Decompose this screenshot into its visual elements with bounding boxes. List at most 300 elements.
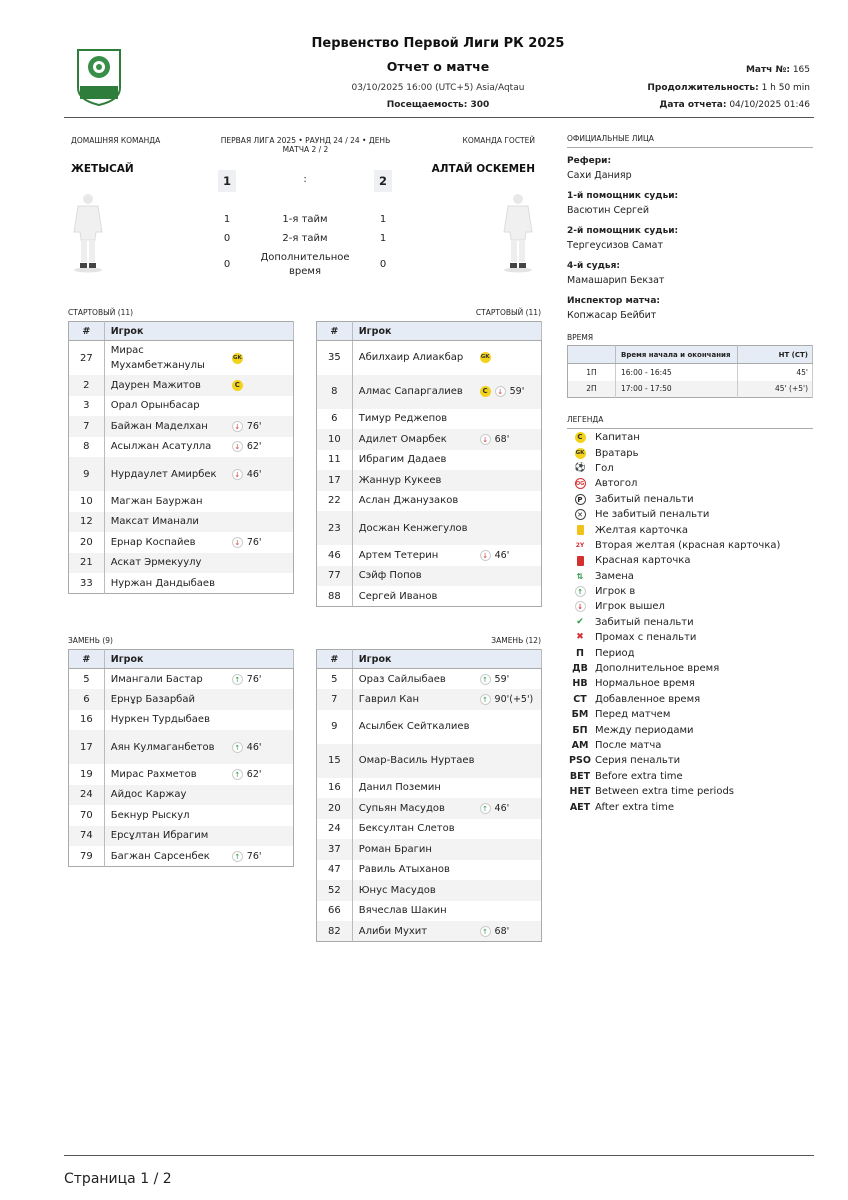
player-events bbox=[480, 470, 542, 491]
player-name: Сэйф Попов bbox=[352, 566, 479, 587]
player-name: Роман Брагин bbox=[352, 839, 479, 860]
official-role: 2-й помощник судьи: bbox=[567, 226, 679, 236]
away-score: 2 bbox=[374, 170, 392, 192]
player-row bbox=[69, 573, 294, 594]
player-number: 16 bbox=[317, 778, 353, 799]
legend-label: After extra time bbox=[595, 801, 675, 813]
player-name: Магжан Бауржан bbox=[110, 495, 203, 507]
event-minute: 59' bbox=[509, 386, 525, 397]
player-name: Ернұр Базарбай bbox=[104, 689, 232, 710]
home-start-caption: СТАРТОВЫЙ (11) bbox=[68, 308, 134, 317]
event-minute: 68' bbox=[494, 433, 510, 445]
legend-label: Период bbox=[595, 647, 635, 659]
legend-label: Нормальное время bbox=[595, 678, 695, 690]
legend-symbol: НВ bbox=[572, 678, 588, 690]
legend-label: Дополнительное время bbox=[595, 663, 720, 675]
legend-item bbox=[569, 769, 780, 784]
event-minute: 46' bbox=[246, 741, 262, 753]
player-number: 20 bbox=[317, 798, 353, 819]
event-minute: 76' bbox=[246, 536, 262, 548]
player-row bbox=[317, 470, 542, 491]
officials-divider bbox=[567, 147, 813, 148]
period-home-1: 1 bbox=[223, 214, 231, 225]
player-number: 79 bbox=[69, 846, 105, 867]
player-name: Нурдаулет Амирбек bbox=[104, 457, 232, 491]
player-name: Бекнур Рыскул bbox=[110, 809, 190, 821]
legend-symbol: ДВ bbox=[572, 663, 588, 675]
player-events bbox=[480, 511, 542, 545]
goalkeeper-icon: GK bbox=[480, 352, 491, 363]
player-name: Тимур Реджепов bbox=[358, 413, 448, 425]
report-title: Первенство Первой Лиги РК 2025 bbox=[311, 36, 565, 51]
time-range: 16:00 - 16:45 bbox=[616, 364, 738, 381]
legend-label: Перед матчем bbox=[595, 709, 671, 721]
player-row bbox=[317, 744, 542, 778]
player-events bbox=[480, 491, 542, 512]
legend-item bbox=[569, 676, 780, 691]
player-number: 23 bbox=[317, 511, 353, 545]
player-name: Орал Орынбасар bbox=[110, 400, 200, 412]
legend-item bbox=[569, 599, 780, 614]
time-period: 1П bbox=[568, 364, 616, 381]
player-in-icon: ↑ bbox=[232, 742, 243, 753]
in-icon: ↑ bbox=[575, 586, 586, 597]
player-name: Байжан Маделхан bbox=[104, 416, 232, 437]
player-row bbox=[317, 798, 542, 819]
header-divider bbox=[64, 117, 814, 118]
player-number: 24 bbox=[317, 819, 353, 840]
legend-label: Гол bbox=[595, 462, 614, 474]
player-row bbox=[69, 437, 294, 458]
player-number: 33 bbox=[69, 573, 105, 594]
player-events bbox=[232, 416, 294, 437]
player-name: Абилхаир Алиакбар bbox=[358, 352, 464, 364]
legend-label: Красная карточка bbox=[595, 555, 691, 567]
player-row bbox=[69, 689, 294, 710]
player-number: 10 bbox=[317, 429, 353, 450]
player-number: 19 bbox=[69, 764, 105, 785]
player-number: 17 bbox=[317, 470, 353, 491]
player-events bbox=[232, 532, 294, 553]
player-number: 24 bbox=[69, 785, 105, 806]
player-row bbox=[69, 375, 294, 396]
official-role: 1-й помощник судьи: bbox=[567, 191, 679, 201]
player-name: Артем Тетерин bbox=[358, 549, 439, 561]
player-row bbox=[69, 846, 294, 867]
official-role: Инспектор матча: bbox=[567, 296, 660, 306]
player-row bbox=[69, 416, 294, 437]
player-name: Сергей Иванов bbox=[358, 590, 438, 602]
player-number: 22 bbox=[317, 491, 353, 512]
player-number: 27 bbox=[69, 341, 105, 376]
event-minute: 90'(+5') bbox=[494, 693, 534, 705]
player-row bbox=[69, 553, 294, 574]
event-minute: 76' bbox=[246, 673, 262, 685]
player-events bbox=[232, 846, 294, 867]
legend-item bbox=[569, 492, 780, 507]
player-name: Алмас Сапаргалиев bbox=[352, 375, 479, 409]
period-home-et: 0 bbox=[223, 259, 231, 270]
period-label-2: 2-я тайм bbox=[282, 233, 328, 244]
player-row bbox=[69, 826, 294, 847]
match-number: Матч №: 165 bbox=[745, 65, 810, 75]
player-events bbox=[232, 805, 294, 826]
time-caption: ВРЕМЯ bbox=[567, 333, 594, 342]
legend-symbol bbox=[569, 571, 591, 582]
player-row bbox=[317, 429, 542, 450]
legend-label: Автогол bbox=[595, 478, 638, 490]
c-icon: C bbox=[575, 432, 586, 443]
player-row bbox=[69, 764, 294, 785]
player-number: 10 bbox=[69, 491, 105, 512]
player-events bbox=[480, 375, 542, 409]
legend-symbol bbox=[569, 556, 591, 566]
player-events bbox=[480, 778, 542, 799]
col-player-header: Игрок bbox=[352, 650, 541, 669]
legend-item bbox=[569, 569, 780, 584]
player-row bbox=[317, 860, 542, 881]
legend-symbol: PSO bbox=[569, 755, 591, 767]
player-name: Супьян Масудов bbox=[352, 798, 479, 819]
player-events bbox=[232, 553, 294, 574]
player-events bbox=[480, 566, 542, 587]
legend-symbol bbox=[569, 478, 591, 489]
ball-icon: ⚽ bbox=[574, 462, 586, 473]
player-row bbox=[317, 710, 542, 744]
player-row bbox=[69, 710, 294, 731]
home-caption: ДОМАШНЯЯ КОМАНДА bbox=[71, 136, 161, 145]
player-name: Жаннур Кукеев bbox=[352, 470, 479, 491]
player-events bbox=[480, 450, 542, 471]
legend-symbol: HET bbox=[569, 786, 591, 798]
col-number-header: # bbox=[69, 650, 105, 669]
legend-item bbox=[569, 799, 780, 814]
legend-label: После матча bbox=[595, 740, 662, 751]
official-name: Тергеусизов Самат bbox=[567, 240, 663, 251]
legend-label: Забитый пенальти bbox=[595, 493, 694, 505]
player-events bbox=[232, 375, 294, 396]
player-number: 52 bbox=[317, 880, 353, 901]
round-info: ПЕРВАЯ ЛИГА 2025 • РАУНД 24 / 24 • ДЕНЬ МАТЧА 2 / 2 bbox=[220, 136, 391, 154]
col-player-header: Игрок bbox=[104, 650, 293, 669]
legend-symbol bbox=[569, 601, 591, 612]
player-row bbox=[317, 778, 542, 799]
time-col-ht: НТ (СТ) bbox=[738, 346, 813, 364]
player-out-icon: ↓ bbox=[480, 550, 491, 561]
player-in-icon: ↑ bbox=[232, 674, 243, 685]
player-name: Асылбек Сейткалиев bbox=[358, 721, 470, 732]
footer-divider bbox=[64, 1155, 814, 1156]
player-in-icon: ↑ bbox=[480, 694, 491, 705]
legend-item bbox=[569, 553, 780, 568]
home-subs-caption: ЗАМЕНЬ (9) bbox=[68, 636, 113, 645]
player-events bbox=[480, 901, 542, 922]
red-icon bbox=[577, 556, 584, 566]
legend-symbol bbox=[569, 509, 591, 520]
legend-label: Не забитый пенальти bbox=[595, 509, 710, 521]
official-role: Рефери: bbox=[567, 156, 612, 166]
time-range: 17:00 - 17:50 bbox=[616, 381, 738, 398]
player-events bbox=[232, 689, 294, 710]
legend-label: Добавленное время bbox=[595, 693, 701, 705]
legend-label: Желтая карточка bbox=[595, 524, 688, 536]
player-events bbox=[232, 396, 294, 417]
page-number: Страница 1 / 2 bbox=[64, 1171, 172, 1187]
player-name: Имангали Бастар bbox=[110, 673, 203, 685]
player-events bbox=[480, 880, 542, 901]
player-name: Максат Иманали bbox=[104, 512, 232, 533]
player-name: Равиль Атыханов bbox=[358, 864, 450, 876]
player-events bbox=[480, 669, 542, 690]
goalkeeper-icon: GK bbox=[232, 353, 243, 364]
player-events bbox=[232, 730, 294, 764]
official-name: Копжасар Бейбит bbox=[567, 310, 657, 321]
home-score: 1 bbox=[218, 170, 236, 192]
legend-symbol bbox=[569, 540, 591, 551]
player-row bbox=[69, 457, 294, 491]
player-row bbox=[317, 511, 542, 545]
player-number: 47 bbox=[317, 860, 353, 881]
player-in-icon: ↑ bbox=[480, 926, 491, 937]
event-minute: 46' bbox=[494, 549, 510, 561]
player-name: Аян Кулмаганбетов bbox=[104, 730, 232, 764]
player-in-icon: ↑ bbox=[480, 803, 491, 814]
player-number: 6 bbox=[317, 409, 353, 430]
player-row bbox=[69, 396, 294, 417]
legend-symbol bbox=[569, 525, 591, 535]
legend-symbol bbox=[569, 463, 591, 474]
pen-icon: P bbox=[575, 494, 586, 505]
player-row bbox=[69, 512, 294, 533]
player-number: 15 bbox=[317, 744, 353, 778]
player-number: 6 bbox=[69, 689, 105, 710]
official-name: Васютин Сергей bbox=[567, 205, 650, 216]
player-row bbox=[69, 491, 294, 512]
legend-item bbox=[569, 476, 780, 491]
player-number: 46 bbox=[317, 545, 353, 566]
time-col-period bbox=[568, 346, 616, 364]
time-period: 2П bbox=[568, 381, 616, 398]
legend-label: Капитан bbox=[595, 432, 640, 444]
legend-symbol bbox=[569, 617, 591, 628]
player-number: 8 bbox=[69, 437, 105, 458]
player-events bbox=[480, 429, 542, 450]
player-number: 82 bbox=[317, 921, 353, 942]
player-events bbox=[480, 921, 542, 942]
away-start-caption: СТАРТОВЫЙ (11) bbox=[475, 308, 541, 317]
captain-icon: C bbox=[232, 380, 243, 391]
player-row bbox=[69, 805, 294, 826]
legend-symbol: АМ bbox=[571, 740, 589, 751]
legend-symbol bbox=[569, 432, 591, 443]
legend-symbol: БП bbox=[572, 724, 588, 736]
period-away-et: 0 bbox=[379, 259, 387, 270]
event-minute: 76' bbox=[246, 420, 262, 432]
home-kit-icon bbox=[68, 192, 108, 274]
event-minute: 68' bbox=[494, 925, 510, 937]
player-number: 16 bbox=[69, 710, 105, 731]
event-minute: 76' bbox=[246, 850, 262, 862]
cross-icon: ✖ bbox=[576, 632, 584, 643]
player-events bbox=[480, 860, 542, 881]
player-name: Досжан Кенжегулов bbox=[352, 511, 479, 545]
event-minute: 46' bbox=[494, 802, 510, 814]
player-number: 8 bbox=[317, 375, 353, 409]
player-events bbox=[232, 573, 294, 594]
player-number: 21 bbox=[69, 553, 105, 574]
captain-icon: C bbox=[480, 386, 491, 397]
player-number: 7 bbox=[317, 689, 353, 710]
period-label-et: Дополнительное время bbox=[260, 252, 350, 277]
match-duration: Продолжительность: 1 h 50 min bbox=[647, 82, 810, 93]
player-name: Данил Поземин bbox=[358, 782, 441, 794]
player-row bbox=[317, 375, 542, 409]
time-table bbox=[567, 345, 813, 398]
player-name: Аскат Эрмекуулу bbox=[104, 553, 232, 574]
player-events bbox=[232, 341, 294, 376]
player-name: Асылжан Асатулла bbox=[110, 441, 212, 453]
player-name: Нуржан Дандыбаев bbox=[110, 577, 215, 589]
legend-item bbox=[569, 461, 780, 476]
officials-caption: ОФИЦИАЛЬНЫЕ ЛИЦА bbox=[567, 134, 654, 143]
player-events bbox=[480, 710, 542, 744]
official-role: 4-й судья: bbox=[567, 261, 620, 271]
player-name: Даурен Мажитов bbox=[104, 375, 232, 396]
player-name: Адилет Омарбек bbox=[352, 429, 479, 450]
player-name: Бексултан Слетов bbox=[358, 823, 455, 835]
legend-item bbox=[569, 507, 780, 522]
player-row bbox=[69, 730, 294, 764]
player-events bbox=[232, 512, 294, 533]
legend-item bbox=[569, 522, 780, 537]
legend-label: Вторая желтая (красная карточка) bbox=[595, 539, 781, 551]
legend-item bbox=[569, 753, 780, 768]
player-number: 2 bbox=[69, 375, 105, 396]
away-caption: КОМАНДА ГОСТЕЙ bbox=[462, 136, 535, 145]
col-player-header: Игрок bbox=[352, 322, 541, 341]
player-row bbox=[317, 545, 542, 566]
legend-symbol bbox=[569, 632, 591, 643]
player-events bbox=[480, 744, 542, 778]
legend-item bbox=[569, 445, 780, 460]
player-name: Нуркен Турдыбаев bbox=[110, 714, 210, 726]
legend-symbol: П bbox=[576, 647, 584, 659]
away-team-name: АЛТАЙ ОСКЕМЕН bbox=[431, 163, 535, 175]
col-number-header: # bbox=[317, 322, 353, 341]
player-name: Мирас Рахметов bbox=[110, 768, 197, 780]
player-name: Юнус Масудов bbox=[352, 880, 479, 901]
player-row bbox=[317, 341, 542, 375]
player-row bbox=[317, 566, 542, 587]
player-row bbox=[317, 921, 542, 942]
legend-label: Before extra time bbox=[595, 770, 683, 782]
away-starting-table bbox=[316, 321, 542, 607]
player-events bbox=[480, 586, 542, 607]
player-number: 7 bbox=[69, 416, 105, 437]
legend-label: Забитый пенальти bbox=[595, 616, 694, 628]
legend-item bbox=[569, 630, 780, 645]
player-number: 20 bbox=[69, 532, 105, 553]
legend-item bbox=[569, 538, 780, 553]
legend-symbol: BET bbox=[569, 770, 591, 782]
legend-symbol bbox=[569, 448, 591, 459]
legend-item bbox=[569, 661, 780, 676]
player-events bbox=[480, 819, 542, 840]
player-number: 66 bbox=[317, 901, 353, 922]
player-name: Мирас Мухамбетжанулы bbox=[110, 345, 205, 371]
officials-list bbox=[567, 156, 813, 331]
player-name: Гаврил Кан bbox=[352, 689, 479, 710]
event-minute: 59' bbox=[494, 673, 510, 685]
time-ht: 45' (+5') bbox=[738, 381, 813, 398]
player-events bbox=[232, 785, 294, 806]
player-name: Багжан Сарсенбек bbox=[110, 850, 210, 862]
player-row bbox=[317, 450, 542, 471]
player-events bbox=[232, 491, 294, 512]
legend-item bbox=[569, 692, 780, 707]
player-row bbox=[69, 532, 294, 553]
home-team-name: ЖЕТЫСАЙ bbox=[71, 163, 134, 175]
player-out-icon: ↓ bbox=[232, 537, 243, 548]
away-kit-icon bbox=[498, 192, 538, 274]
player-number: 35 bbox=[317, 341, 353, 375]
event-minute: 46' bbox=[246, 468, 262, 480]
player-events bbox=[480, 798, 542, 819]
time-col-range: Время начала и окончания bbox=[616, 346, 738, 364]
away-subs-table bbox=[316, 649, 542, 942]
player-name: Аслан Джанузаков bbox=[358, 495, 459, 507]
legend-item bbox=[569, 584, 780, 599]
legend-symbol: AET bbox=[569, 801, 591, 813]
player-events bbox=[232, 764, 294, 785]
player-number: 77 bbox=[317, 566, 353, 587]
player-row bbox=[317, 689, 542, 710]
legend-item bbox=[569, 707, 780, 722]
col-number-header: # bbox=[317, 650, 353, 669]
player-out-icon: ↓ bbox=[495, 386, 506, 397]
player-name: Ернар Коспайев bbox=[110, 536, 196, 548]
period-away-1: 1 bbox=[379, 214, 387, 225]
player-row bbox=[317, 819, 542, 840]
time-ht: 45' bbox=[738, 364, 813, 381]
legend-item bbox=[569, 722, 780, 737]
player-events bbox=[232, 437, 294, 458]
player-number: 9 bbox=[317, 710, 353, 744]
away-subs-caption: ЗАМЕНЬ (12) bbox=[491, 636, 541, 645]
check-icon: ✔ bbox=[576, 616, 584, 627]
player-row bbox=[317, 491, 542, 512]
player-events bbox=[232, 457, 294, 491]
official-name: Мамашарип Бекзат bbox=[567, 275, 665, 286]
player-row bbox=[317, 839, 542, 860]
player-out-icon: ↓ bbox=[232, 441, 243, 452]
legend-label: Серия пенальти bbox=[595, 755, 681, 767]
player-name: Ерсұлтан Ибрагим bbox=[104, 826, 232, 847]
period-away-2: 1 bbox=[379, 233, 387, 244]
yy-icon: 2Y bbox=[575, 541, 585, 549]
legend-label: Игрок в bbox=[595, 586, 636, 598]
home-starting-table bbox=[68, 321, 294, 594]
player-out-icon: ↓ bbox=[232, 469, 243, 480]
player-row bbox=[317, 901, 542, 922]
legend-label: Вратарь bbox=[595, 447, 639, 459]
report-subtitle: Отчет о матче bbox=[386, 59, 490, 74]
player-number: 74 bbox=[69, 826, 105, 847]
player-number: 17 bbox=[69, 730, 105, 764]
legend-caption: ЛЕГЕНДА bbox=[567, 415, 604, 424]
player-out-icon: ↓ bbox=[232, 421, 243, 432]
player-number: 88 bbox=[317, 586, 353, 607]
